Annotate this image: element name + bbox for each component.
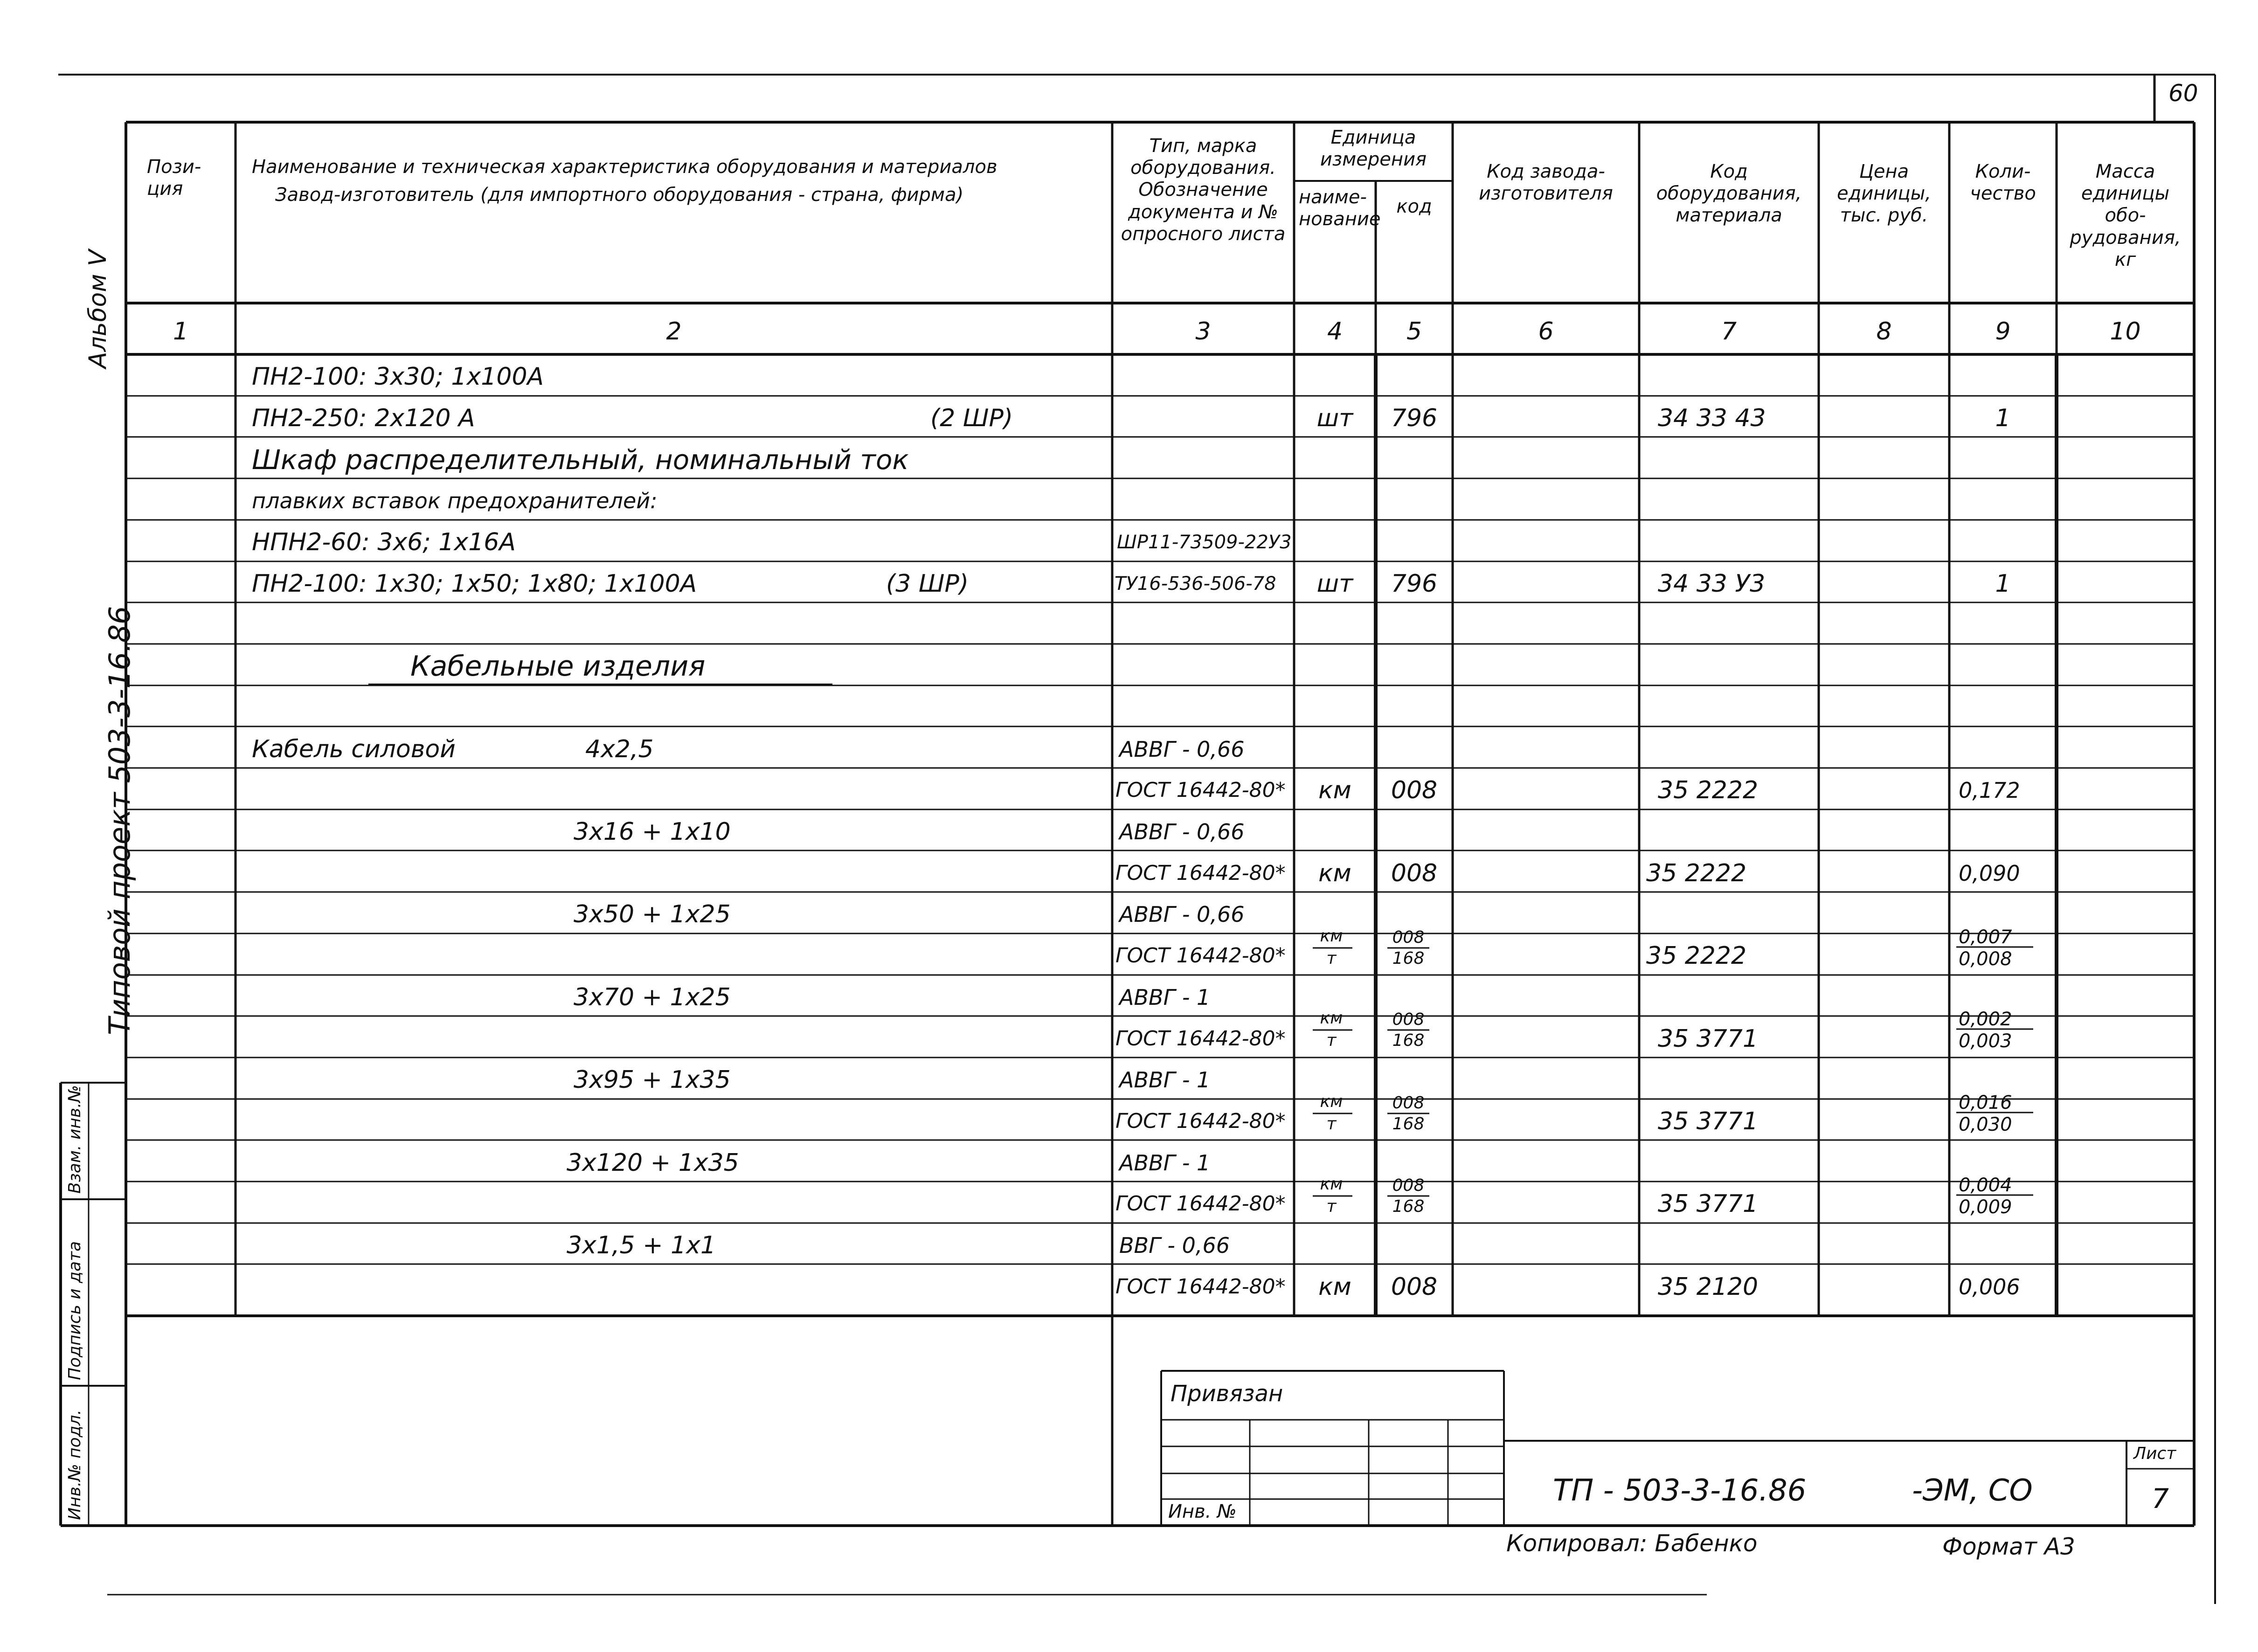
row-size: 3х16 + 1х10 bbox=[574, 818, 731, 846]
stamp-sheet-label: Лист bbox=[2133, 1444, 2176, 1463]
row-code: 34 33 43 bbox=[1658, 404, 1766, 432]
row-qty: 1 bbox=[1995, 404, 2011, 432]
row-name: Кабель силовой bbox=[252, 735, 456, 763]
row-unit: км bbox=[1318, 776, 1351, 804]
row-name: ПН2-100: 3х30; 1х100А bbox=[252, 363, 544, 391]
header-col6: Код завода-изготовителя bbox=[1479, 161, 1613, 205]
row-type: ГОСТ 16442-80* bbox=[1115, 861, 1286, 885]
col-number: 1 bbox=[173, 318, 189, 346]
row-note: (3 ШР) bbox=[886, 570, 969, 598]
row-type: АВВГ - 0,66 bbox=[1119, 737, 1245, 762]
col-number: 2 bbox=[666, 318, 682, 346]
row-unit: шт bbox=[1316, 570, 1353, 598]
stamp-doc-code: ТП - 503-3-16.86 bbox=[1553, 1473, 1807, 1508]
header-col5: код bbox=[1396, 196, 1432, 217]
row-unit-code: 008 bbox=[1392, 928, 1425, 947]
row-type: ШР11-73509-22У3 bbox=[1117, 532, 1292, 553]
col-number: 7 bbox=[1721, 318, 1737, 346]
section-title: Кабельные изделия bbox=[410, 650, 706, 683]
header-col7: Код оборудования, материала bbox=[1656, 161, 1802, 227]
page-number: 60 bbox=[2168, 80, 2198, 107]
stamp-label-sign: Подпись и дата bbox=[65, 1241, 84, 1380]
header-col4: наиме-нование bbox=[1299, 187, 1381, 230]
col-number: 10 bbox=[2110, 318, 2141, 346]
row-unit: км bbox=[1318, 859, 1351, 887]
row-unit: шт bbox=[1316, 404, 1353, 432]
row-type: АВВГ - 1 bbox=[1119, 985, 1211, 1010]
stamp-privyazan: Привязан bbox=[1171, 1381, 1283, 1407]
header-col3: Тип, марка оборудования. Обозначение документа и № опросного листа bbox=[1121, 135, 1286, 245]
row-size: 3х1,5 + 1х1 bbox=[567, 1231, 716, 1259]
row-unit: км bbox=[1320, 1092, 1343, 1111]
row-qty-2: 0,009 bbox=[1959, 1196, 2012, 1218]
row-unit-2: т bbox=[1326, 1031, 1337, 1050]
row-size: 3х50 + 1х25 bbox=[574, 900, 731, 928]
row-type: АВВГ - 1 bbox=[1119, 1150, 1211, 1175]
row-unit-code: 796 bbox=[1391, 570, 1438, 598]
row-type: АВВГ - 1 bbox=[1119, 1067, 1211, 1092]
col-number: 9 bbox=[1995, 318, 2011, 346]
row-code: 35 2222 bbox=[1646, 942, 1747, 970]
row-unit-code: 008 bbox=[1391, 776, 1438, 804]
row-code: 35 3771 bbox=[1658, 1107, 1759, 1135]
row-type: ГОСТ 16442-80* bbox=[1115, 1192, 1286, 1216]
row-qty-2: 0,008 bbox=[1959, 948, 2012, 970]
stamp-label-inv: Инв.№ подл. bbox=[65, 1410, 84, 1520]
footer-copied: Копировал: Бабенко bbox=[1506, 1530, 1758, 1557]
row-unit-2: т bbox=[1326, 949, 1337, 968]
header-col9: Коли-чество bbox=[1970, 161, 2036, 205]
row-qty: 0,172 bbox=[1959, 778, 2020, 803]
header-col10: Масса единицы обо-рудования, кг bbox=[2070, 161, 2181, 270]
row-qty: 0,002 bbox=[1959, 1009, 2012, 1030]
row-type: ГОСТ 16442-80* bbox=[1115, 944, 1286, 968]
row-code: 35 2222 bbox=[1646, 859, 1747, 887]
side-album-label: Альбом V bbox=[84, 249, 112, 368]
row-type: АВВГ - 0,66 bbox=[1119, 819, 1245, 844]
row-name: ПН2-100: 1х30; 1х50; 1х80; 1х100А bbox=[252, 570, 697, 598]
row-unit: км bbox=[1318, 1273, 1351, 1301]
col-number: 8 bbox=[1876, 318, 1892, 346]
row-type: ГОСТ 16442-80* bbox=[1115, 778, 1286, 802]
row-qty: 0,007 bbox=[1959, 926, 2012, 948]
row-type: АВВГ - 0,66 bbox=[1119, 902, 1245, 927]
row-unit-2: т bbox=[1326, 1197, 1337, 1216]
header-col2-line2: Завод-изготовитель (для импортного оборудования - страна, фирма) bbox=[275, 184, 964, 206]
header-col45: Единица измерения bbox=[1320, 127, 1427, 171]
row-unit-code: 008 bbox=[1391, 1273, 1438, 1301]
stamp-sheet-number: 7 bbox=[2152, 1483, 2169, 1514]
row-qty-2: 0,003 bbox=[1959, 1030, 2012, 1052]
row-type: ГОСТ 16442-80* bbox=[1115, 1109, 1286, 1133]
row-unit-code-2: 168 bbox=[1392, 1197, 1425, 1216]
row-code: 35 3771 bbox=[1658, 1025, 1759, 1053]
stamp-doc-suffix: -ЭМ, СО bbox=[1912, 1473, 2033, 1508]
row-type: ГОСТ 16442-80* bbox=[1115, 1275, 1286, 1299]
col-number: 3 bbox=[1195, 318, 1211, 346]
row-size: 3х95 + 1х35 bbox=[574, 1066, 731, 1094]
row-unit-code: 008 bbox=[1392, 1010, 1425, 1029]
row-unit-code: 008 bbox=[1392, 1176, 1425, 1195]
footer-format: Формат А3 bbox=[1942, 1533, 2075, 1560]
stamp-label-replace: Взам. инв.№ bbox=[65, 1085, 84, 1194]
col-number: 4 bbox=[1327, 318, 1343, 346]
row-unit: км bbox=[1320, 1009, 1343, 1028]
header-col8: Цена единицы, тыс. руб. bbox=[1837, 161, 1931, 227]
row-unit-code-2: 168 bbox=[1392, 1031, 1425, 1050]
row-qty: 1 bbox=[1995, 570, 2011, 598]
row-unit: км bbox=[1320, 926, 1343, 946]
col-number: 6 bbox=[1538, 318, 1554, 346]
col-number: 5 bbox=[1406, 318, 1422, 346]
row-unit-code: 008 bbox=[1391, 859, 1438, 887]
row-code: 35 2222 bbox=[1658, 776, 1759, 804]
row-qty: 0,090 bbox=[1959, 861, 2020, 886]
row-unit-code: 008 bbox=[1392, 1093, 1425, 1113]
row-qty: 0,004 bbox=[1959, 1175, 2012, 1196]
row-size: 3х70 + 1х25 bbox=[574, 983, 731, 1011]
row-code: 34 33 У3 bbox=[1658, 570, 1766, 598]
header-col1: Пози-ция bbox=[147, 156, 201, 200]
row-qty: 0,006 bbox=[1959, 1274, 2020, 1299]
row-code: 35 2120 bbox=[1658, 1273, 1759, 1301]
row-type: ВВГ - 0,66 bbox=[1119, 1233, 1230, 1258]
row-name: НПН2-60: 3х6; 1х16А bbox=[252, 528, 516, 556]
row-name: ПН2-250: 2х120 А bbox=[252, 404, 475, 432]
row-name: Шкаф распределительный, номинальный ток bbox=[252, 444, 909, 476]
row-qty: 0,016 bbox=[1959, 1092, 2012, 1113]
row-type: ТУ16-536-506-78 bbox=[1115, 573, 1276, 594]
row-qty-2: 0,030 bbox=[1959, 1114, 2012, 1135]
row-size: 3х120 + 1х35 bbox=[567, 1149, 739, 1177]
row-unit-code-2: 168 bbox=[1392, 1114, 1425, 1134]
stamp-inv-number: Инв. № bbox=[1168, 1501, 1237, 1522]
row-code: 35 3771 bbox=[1658, 1190, 1759, 1218]
side-project-label: Типовой проект 503-3-16.86 bbox=[103, 606, 137, 1035]
row-unit-2: т bbox=[1326, 1114, 1337, 1134]
row-name: плавких вставок предохранителей: bbox=[252, 488, 658, 513]
row-unit: км bbox=[1320, 1175, 1343, 1194]
row-note: (2 ШР) bbox=[930, 404, 1013, 432]
row-type: ГОСТ 16442-80* bbox=[1115, 1027, 1286, 1051]
row-unit-code-2: 168 bbox=[1392, 949, 1425, 968]
row-unit-code: 796 bbox=[1391, 404, 1438, 432]
header-col2-line1: Наименование и техническая характеристика оборудования и материалов bbox=[252, 156, 997, 178]
row-size: 4х2,5 bbox=[585, 735, 654, 763]
